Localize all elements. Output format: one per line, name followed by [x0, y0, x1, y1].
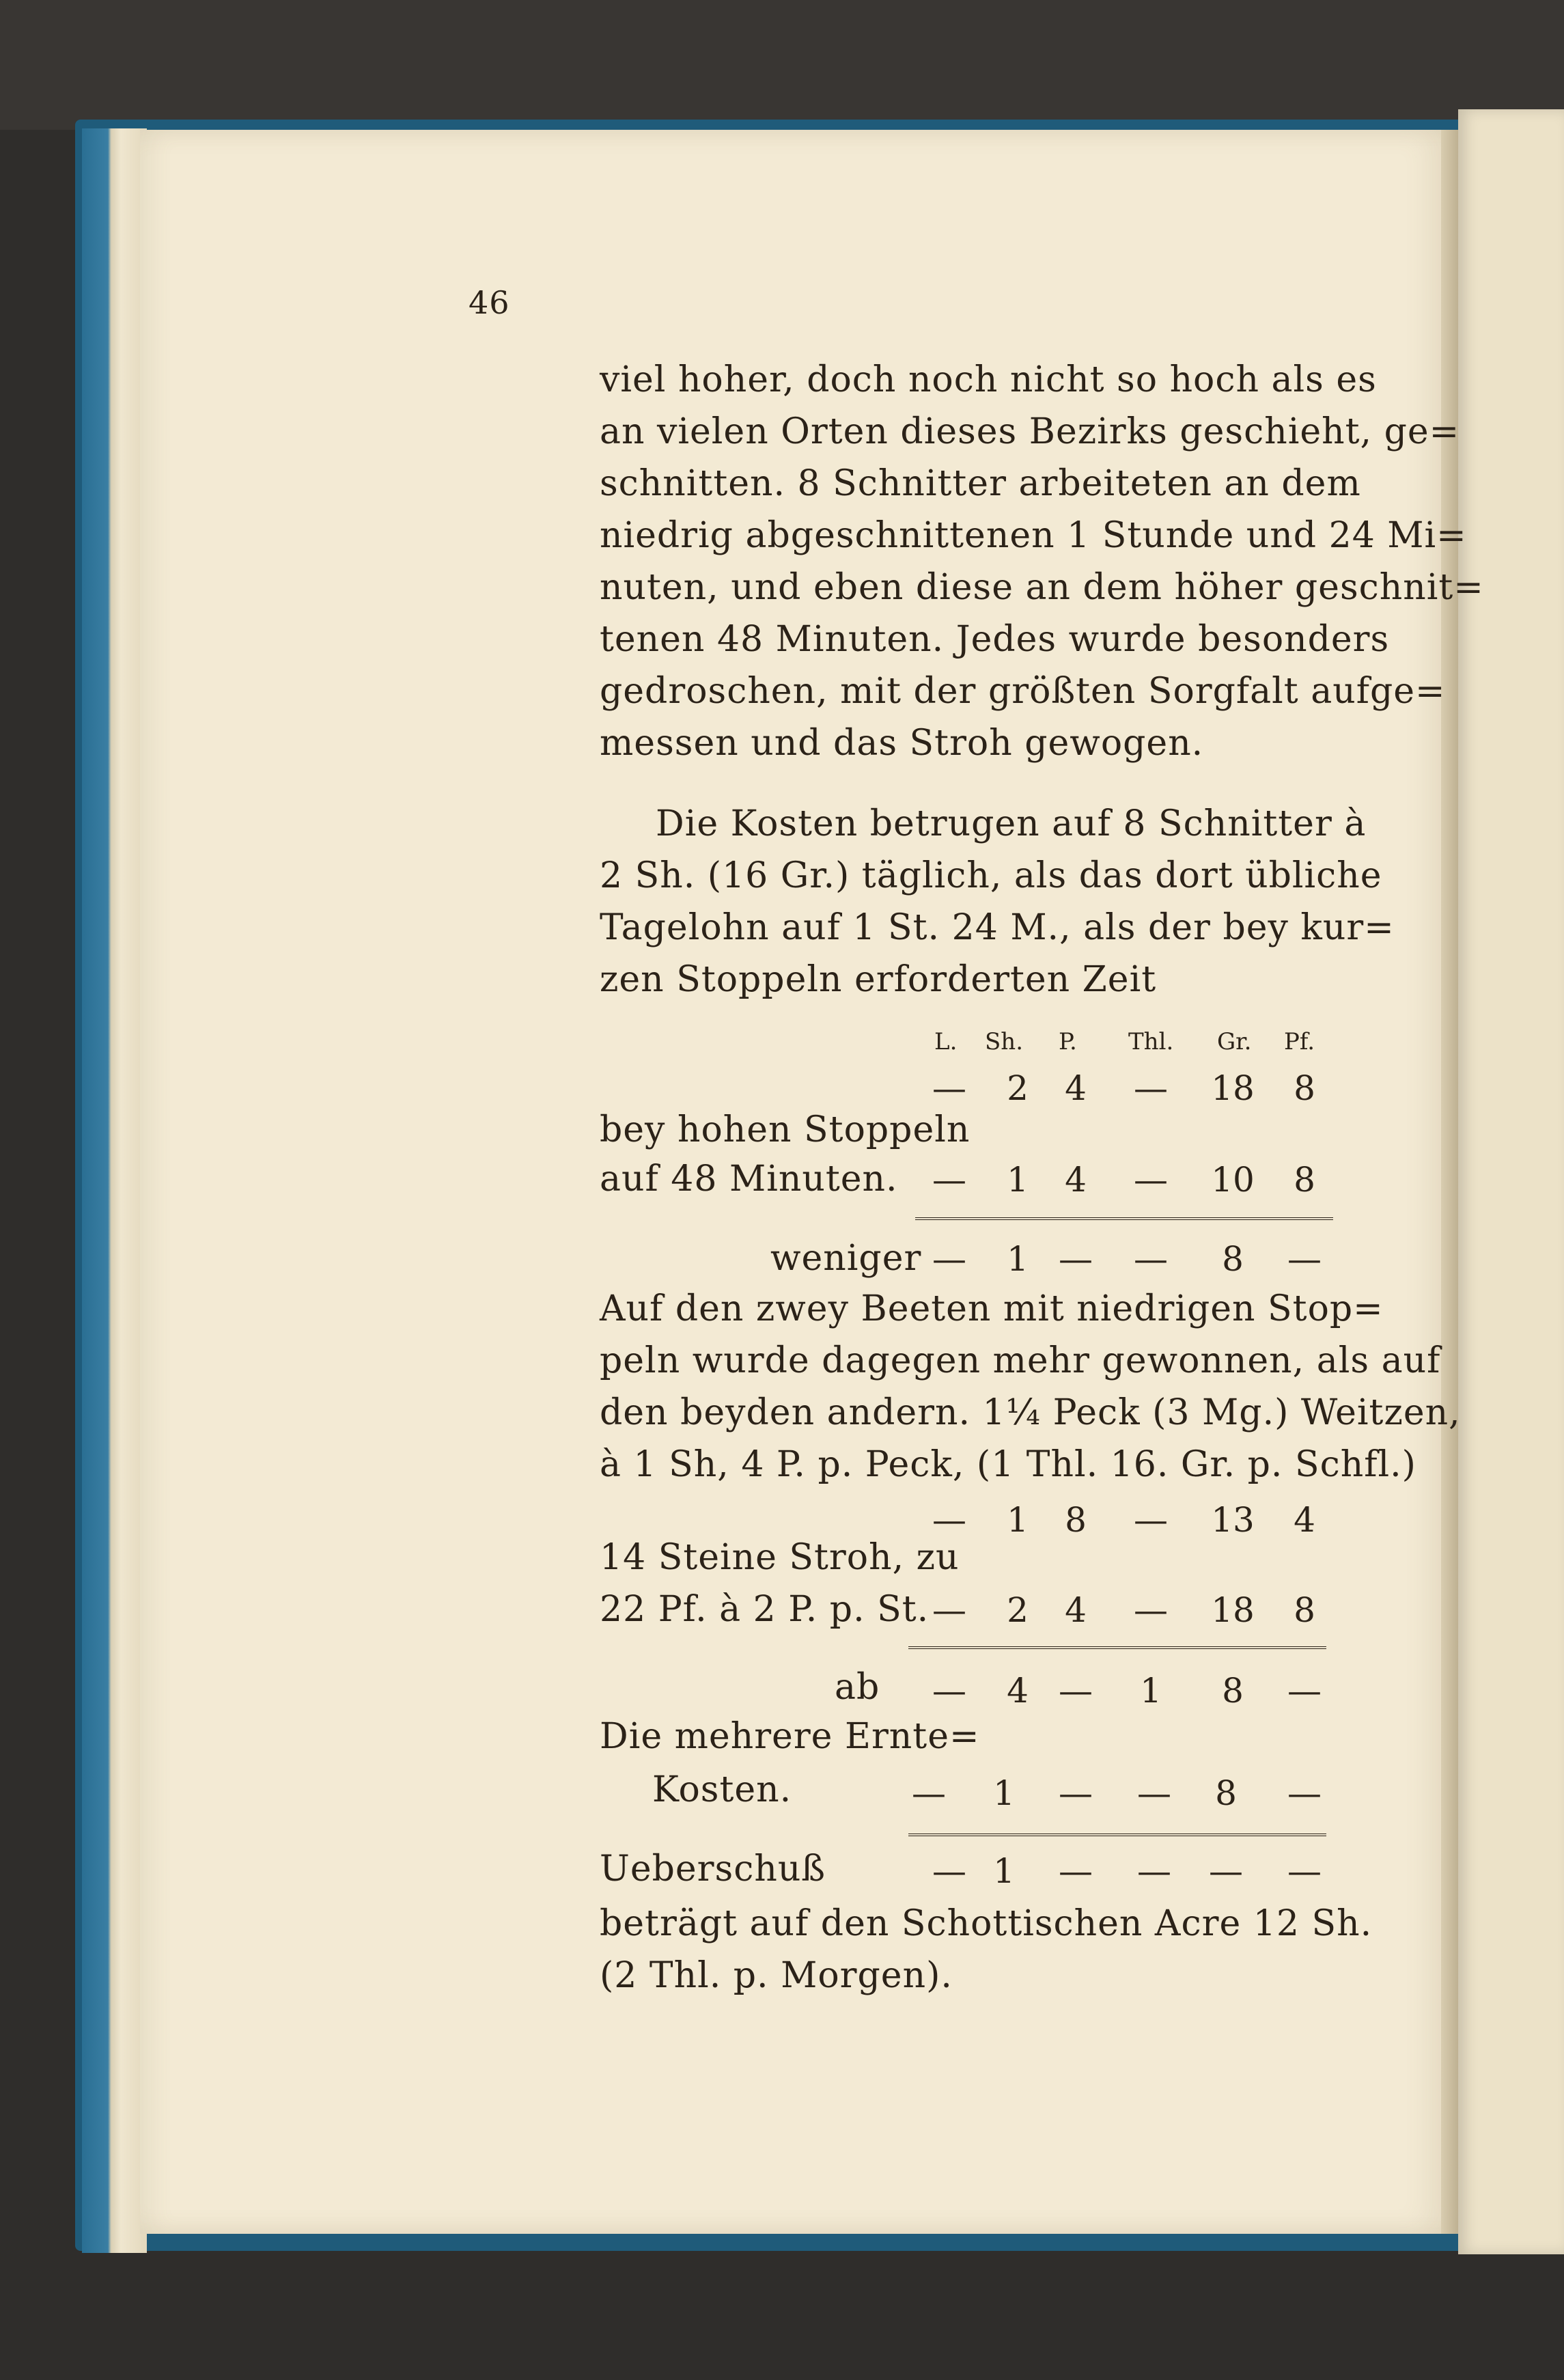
cell: 1 — [1007, 1160, 1029, 1200]
cell: — — [912, 1773, 946, 1813]
closing-line: beträgt auf den Schottischen Acre 12 Sh. — [600, 1903, 1373, 1944]
paragraph1-line: gedroschen, mit der größten Sorgfalt aufge= — [600, 671, 1446, 712]
cell: 8 — [1294, 1160, 1315, 1200]
cell: 2 — [1007, 1068, 1029, 1108]
cell: — — [932, 1851, 966, 1891]
cell: — — [1059, 1239, 1093, 1279]
cell: 4 — [1007, 1671, 1029, 1711]
row-label: bey hohen Stoppeln — [600, 1109, 970, 1150]
paragraph1-line: tenen 48 Minuten. Jedes wurde besonders — [600, 619, 1390, 660]
cell: 4 — [1065, 1590, 1087, 1630]
cell: — — [932, 1160, 966, 1200]
paragraph1-line: schnitten. 8 Schnitter arbeiteten an dem — [600, 463, 1361, 504]
cell: 18 — [1211, 1590, 1255, 1630]
paragraph1-line: an vielen Orten dieses Bezirks geschieht, ge= — [600, 411, 1460, 452]
paragraph2-line: 2 Sh. (16 Gr.) täglich, als das dort übliche — [600, 855, 1382, 896]
cell: 1 — [993, 1851, 1015, 1891]
cell: 1 — [1007, 1239, 1029, 1279]
cell: — — [932, 1590, 966, 1630]
cell: 4 — [1065, 1068, 1087, 1108]
row-label: 14 Steine Stroh, zu — [600, 1537, 960, 1578]
cell: — — [932, 1068, 966, 1108]
cell: — — [932, 1500, 966, 1540]
row-label: Kosten. — [652, 1769, 792, 1810]
cell: 8 — [1222, 1239, 1244, 1279]
paragraph2-line: Die Kosten betrugen auf 8 Schnitter à — [656, 803, 1367, 844]
cell: 8 — [1294, 1590, 1315, 1630]
cell: 8 — [1222, 1671, 1244, 1711]
col-header-sh: Sh. — [985, 1028, 1023, 1055]
cell: 1 — [1140, 1671, 1162, 1711]
paragraph1-line: nuten, und eben diese an dem höher geschnit= — [600, 567, 1484, 608]
col-header-l: L. — [934, 1028, 958, 1055]
cell: — — [1134, 1239, 1168, 1279]
row-label: Die mehrere Ernte= — [600, 1716, 980, 1757]
row-label: ab — [835, 1667, 880, 1708]
sum-rule — [915, 1217, 1333, 1220]
col-header-thl: Thl. — [1128, 1028, 1174, 1055]
closing-line: (2 Thl. p. Morgen). — [600, 1955, 953, 1996]
page-edges — [82, 128, 147, 2253]
paragraph1-line: niedrig abgeschnittenen 1 Stunde und 24 Mi= — [600, 515, 1467, 556]
cell: 8 — [1294, 1068, 1315, 1108]
sum-rule — [908, 1646, 1326, 1649]
backdrop — [0, 0, 1564, 130]
cell: — — [932, 1239, 966, 1279]
cell: — — [1287, 1671, 1322, 1711]
sum-rule — [908, 1834, 1326, 1836]
cell: 8 — [1065, 1500, 1087, 1540]
paragraph2-line: Tagelohn auf 1 St. 24 M., als der bey kur= — [600, 907, 1395, 948]
cell: — — [1287, 1851, 1322, 1891]
row-label: weniger — [770, 1238, 922, 1279]
col-header-gr: Gr. — [1217, 1028, 1252, 1055]
cell: 8 — [1215, 1773, 1237, 1813]
facing-page-edge — [1458, 109, 1564, 2254]
paragraph3-line: à 1 Sh, 4 P. p. Peck, (1 Thl. 16. Gr. p. Schfl.) — [600, 1444, 1416, 1485]
cell: — — [1134, 1590, 1168, 1630]
cell: 13 — [1211, 1500, 1255, 1540]
cell: 2 — [1007, 1590, 1029, 1630]
cell: — — [1137, 1773, 1171, 1813]
cell: — — [1134, 1068, 1168, 1108]
cell: — — [1059, 1773, 1093, 1813]
cell: 10 — [1211, 1160, 1255, 1200]
cell: — — [1134, 1500, 1168, 1540]
paragraph2-line: zen Stoppeln erforderten Zeit — [600, 959, 1157, 1000]
row-label: 22 Pf. à 2 P. p. St. — [600, 1589, 930, 1630]
paragraph1-line: messen und das Stroh gewogen. — [600, 723, 1204, 764]
cell: 18 — [1211, 1068, 1255, 1108]
row-label: auf 48 Minuten. — [600, 1159, 898, 1200]
col-header-p: P. — [1059, 1028, 1077, 1055]
cell: — — [1059, 1851, 1093, 1891]
cell: — — [932, 1671, 966, 1711]
page-number: 46 — [469, 284, 510, 321]
cell: — — [1287, 1773, 1322, 1813]
cell: 4 — [1065, 1160, 1087, 1200]
col-header-pf: Pf. — [1284, 1028, 1315, 1055]
row-label: Ueberschuß — [600, 1849, 826, 1890]
cell: — — [1059, 1671, 1093, 1711]
paragraph3-line: Auf den zwey Beeten mit niedrigen Stop= — [600, 1288, 1384, 1329]
cell: — — [1137, 1851, 1171, 1891]
cell: — — [1134, 1160, 1168, 1200]
cell: 4 — [1294, 1500, 1315, 1540]
cell: 1 — [993, 1773, 1015, 1813]
cell: — — [1209, 1851, 1243, 1891]
paragraph3-line: peln wurde dagegen mehr gewonnen, als auf — [600, 1340, 1441, 1381]
cell: — — [1287, 1239, 1322, 1279]
paragraph1-line: viel hoher, doch noch nicht so hoch als es — [600, 359, 1377, 400]
cell: 1 — [1007, 1500, 1029, 1540]
paragraph3-line: den beyden andern. 1¼ Peck (3 Mg.) Weitzen, — [600, 1392, 1461, 1433]
